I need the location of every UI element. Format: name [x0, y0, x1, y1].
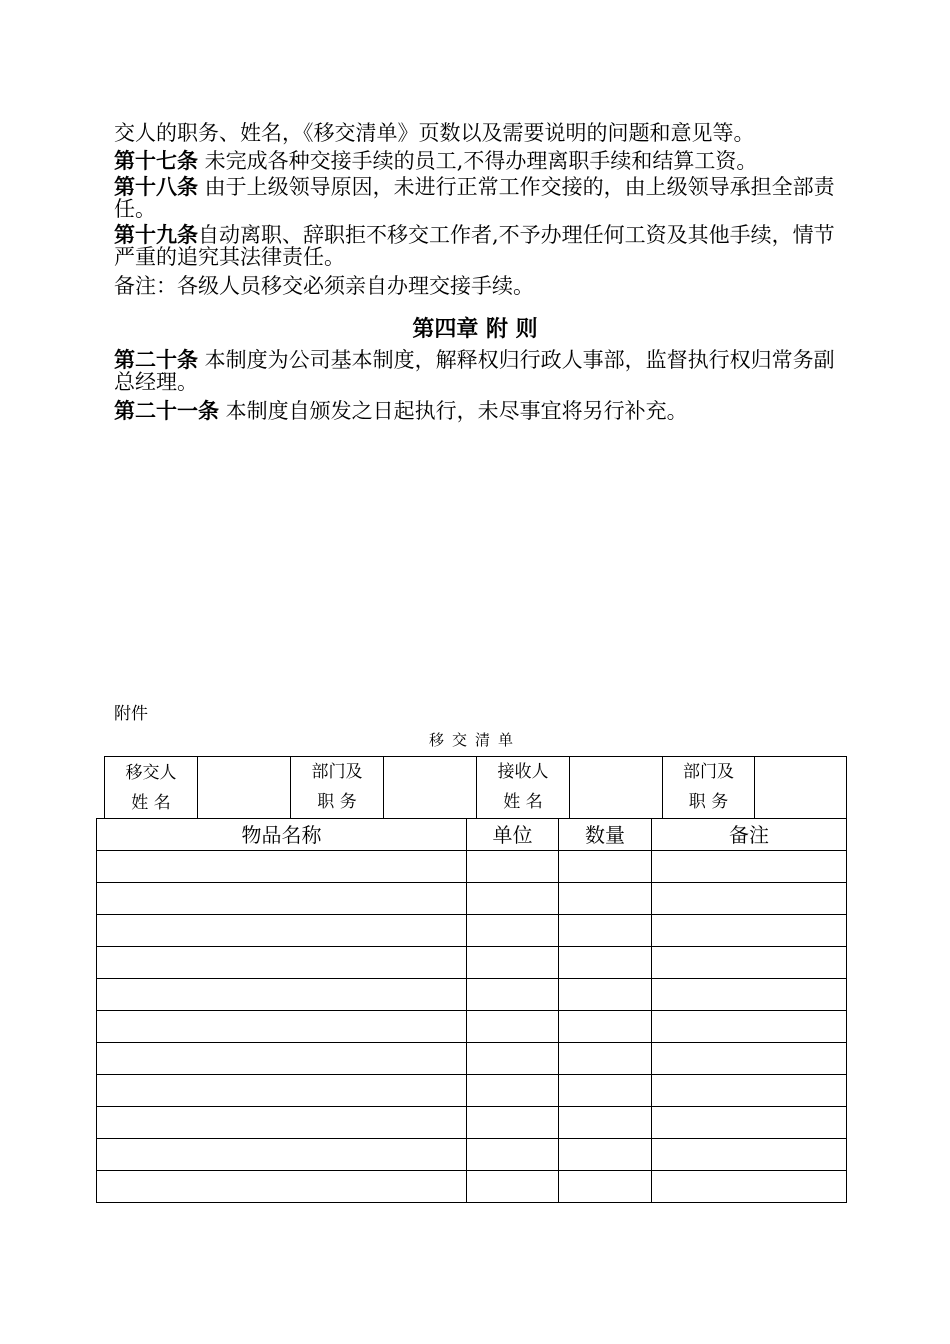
article-text: 备注：各级人员移交必须亲自办理交接手续。 [114, 274, 534, 298]
transferor-name-cell[interactable] [198, 757, 291, 819]
quantity-cell[interactable] [559, 1107, 652, 1139]
handover-header-table [104, 756, 847, 819]
remarks-cell[interactable] [652, 1075, 847, 1107]
unit-cell[interactable] [467, 1075, 559, 1107]
remarks-cell[interactable] [652, 1043, 847, 1075]
unit-cell[interactable] [467, 979, 559, 1011]
unit-cell[interactable] [467, 1171, 559, 1203]
item-name-cell[interactable] [97, 1107, 467, 1139]
article-text: 本制度为公司基本制度，解释权归行政人事部，监督执行权归常务副总经理。 [114, 348, 835, 394]
quantity-cell[interactable] [559, 883, 652, 915]
remarks-cell[interactable] [652, 1171, 847, 1203]
table-row [97, 1043, 847, 1075]
item-name-cell[interactable] [97, 883, 467, 915]
article-text: 由于上级领导原因，未进行正常工作交接的，由上级领导承担全部责任。 [114, 175, 835, 221]
unit-cell[interactable] [467, 883, 559, 915]
item-name-cell[interactable] [97, 947, 467, 979]
quantity-cell[interactable] [559, 1043, 652, 1075]
table-row [97, 1139, 847, 1171]
transferor-dept-label: 部门及 职 务 [291, 757, 384, 819]
item-name-cell[interactable] [97, 851, 467, 883]
item-name-cell[interactable] [97, 1171, 467, 1203]
quantity-cell[interactable] [559, 947, 652, 979]
article-paragraph [114, 176, 840, 220]
item-name-cell[interactable] [97, 1139, 467, 1171]
article-text: 交人的职务、姓名，《移交清单》页数以及需要说明的问题和意见等。 [114, 121, 755, 145]
table-row [97, 1171, 847, 1203]
article-lead: 第二十条 [114, 347, 198, 372]
attachment-label: 附件 [114, 704, 148, 724]
article-paragraph [114, 349, 840, 393]
table-row [97, 1107, 847, 1139]
quantity-cell[interactable] [559, 1171, 652, 1203]
item-name-cell[interactable] [97, 915, 467, 947]
column-header-item-name: 物品名称 [97, 819, 467, 851]
receiver-dept-cell[interactable] [755, 757, 847, 819]
article-paragraph [114, 400, 840, 422]
table-row [97, 915, 847, 947]
item-name-cell[interactable] [97, 1043, 467, 1075]
quantity-cell[interactable] [559, 1075, 652, 1107]
unit-cell[interactable] [467, 915, 559, 947]
unit-cell[interactable] [467, 1011, 559, 1043]
remarks-cell[interactable] [652, 915, 847, 947]
item-name-cell[interactable] [97, 979, 467, 1011]
table-row [97, 851, 847, 883]
unit-cell[interactable] [467, 851, 559, 883]
table-row [97, 1011, 847, 1043]
article-paragraph [114, 122, 840, 144]
remarks-cell[interactable] [652, 851, 847, 883]
table-row [97, 979, 847, 1011]
remarks-cell[interactable] [652, 1107, 847, 1139]
item-name-cell[interactable] [97, 1011, 467, 1043]
quantity-cell[interactable] [559, 915, 652, 947]
article-lead: 第二十一条 [114, 398, 219, 423]
article-text: 自动离职、辞职拒不移交工作者,不予办理任何工资及其他手续，情节严重的追究其法律责任。 [114, 223, 835, 269]
remarks-cell[interactable] [652, 883, 847, 915]
article-paragraph [114, 150, 840, 172]
remarks-cell[interactable] [652, 1011, 847, 1043]
column-header-quantity: 数量 [559, 819, 652, 851]
table-row [97, 883, 847, 915]
remark-paragraph [114, 275, 840, 297]
transferor-dept-cell[interactable] [384, 757, 477, 819]
handover-items-table [96, 818, 847, 1203]
unit-cell[interactable] [467, 947, 559, 979]
chapter-title: 第四章 附 则 [412, 316, 538, 342]
article-lead: 第十八条 [114, 174, 198, 199]
table-row [97, 1075, 847, 1107]
remarks-cell[interactable] [652, 979, 847, 1011]
receiver-name-cell[interactable] [570, 757, 663, 819]
quantity-cell[interactable] [559, 851, 652, 883]
article-text: 未完成各种交接手续的员工,不得办理离职手续和结算工资。 [198, 149, 758, 173]
receiver-dept-label: 部门及 职 务 [663, 757, 755, 819]
list-title: 移交清单 [428, 731, 521, 749]
article-paragraph [114, 224, 840, 268]
unit-cell[interactable] [467, 1139, 559, 1171]
remarks-cell[interactable] [652, 1139, 847, 1171]
table-row [97, 947, 847, 979]
item-name-cell[interactable] [97, 1075, 467, 1107]
quantity-cell[interactable] [559, 1011, 652, 1043]
quantity-cell[interactable] [559, 979, 652, 1011]
remarks-cell[interactable] [652, 947, 847, 979]
quantity-cell[interactable] [559, 1139, 652, 1171]
column-header-unit: 单位 [467, 819, 559, 851]
table-body [97, 851, 847, 1203]
table-header-row [97, 819, 847, 851]
receiver-name-label: 接收人 姓 名 [477, 757, 570, 819]
transferor-name-label: 移交人 姓 名 [105, 757, 198, 819]
unit-cell[interactable] [467, 1043, 559, 1075]
column-header-remarks: 备注 [652, 819, 847, 851]
article-text: 本制度自颁发之日起执行，未尽事宜将另行补充。 [219, 399, 688, 423]
article-lead: 第十七条 [114, 148, 198, 173]
unit-cell[interactable] [467, 1107, 559, 1139]
article-lead: 第十九条 [114, 222, 198, 247]
